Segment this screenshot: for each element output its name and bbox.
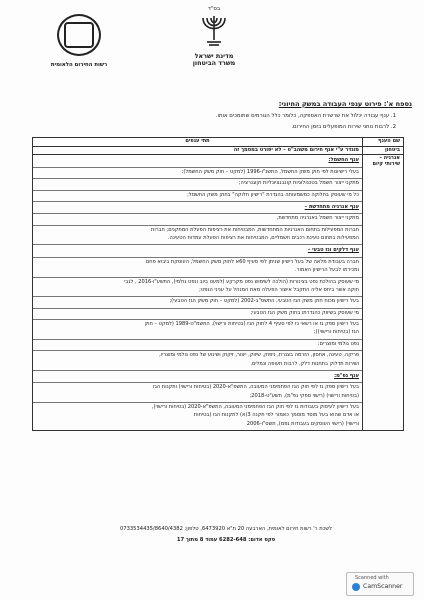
sub-line: חוקה אשר ביחס אליה התקבל אישור הפעלה מאת המנהל על עניני הגפט; — [199, 286, 359, 293]
sub-line: חברה בעבודת מלאה של בעל רישיון שניתן לפי סעיף 60א לחוק משק החשמל, העוסקת ביבוא פחם — [33, 257, 362, 266]
sub-line: בעל רישיון לעיסוק בעבודות גז לפי חוק הגז הפחמימני המעובה, התשפ"א-2020 (בטיחות ורישוי), — [33, 402, 362, 411]
intro-item-2: 2. לרבות נותני שירות המופעלים בזמן החירום. — [291, 124, 396, 130]
scanner-line2: CamScanner — [363, 583, 403, 590]
sectors-table — [32, 137, 404, 431]
ministry-name: משרד הביטחון — [192, 59, 236, 68]
col-sector-header: שם הענף — [363, 138, 404, 147]
sub-line: פריקה, טעינה, אחסון, הזרמה בצנרת, ניפוק, שיווק, ייצור, זיקוק ושינוע של נפט גולמי ומוצריו, — [33, 350, 362, 359]
sub-line: בעלי רישיונות לפי חוק משק החשמל, התשנ"ו-1996 (למקט – חוק משק החשמל); — [33, 167, 362, 178]
footer-address: לשכת ר' רשות חירום לאומית, הארבעה 20 ת"א 6473920, טלפון: 0733534435/8640/4382 — [119, 526, 333, 532]
subsector-title: ענף דלקים וגז טבעי – — [33, 244, 362, 256]
table-row — [33, 147, 404, 155]
intro-item-1: 1. ענף עבודה יכלול את שרשרת האספקה, כלומר כלל הגורמים שתומכים אותו. — [215, 113, 396, 119]
sub-line: מי שעוסק בשיווק כהגדרתו בחוק משק הגז הטבעי; — [33, 308, 362, 319]
sub-line: (בטיחות ורישוי) (רישוי ספקי גפ"מ), תשע"ט-2018; — [249, 392, 359, 399]
subsector-title: ענף החשמל: — [328, 157, 359, 164]
left-logo-caption: רשות החירום הלאומית — [50, 62, 108, 68]
sub-line: הגז (בטיחות ורישוי)); — [313, 329, 359, 336]
col-sub-header: תתי ענפים — [33, 138, 363, 147]
sub-line: בעל רישיון ספק גז או רשאי גז לפי סעיף 4 לחוק הגז (בטיחות ורישוי), התשמ"ט-1989 (למקט – חוק — [33, 319, 362, 328]
subsector-title: ענף אנרגיה מתחדשת – — [33, 201, 362, 213]
camscanner-watermark — [346, 572, 414, 596]
sub-line: מתקני ייצור חשמל באנרגיה מתחדשת, — [33, 213, 362, 224]
sub-line: נפט גולמי ומוצרים: — [33, 339, 362, 350]
sub-line: ורישוי) (רישוי העוסקים בעבודות גפמ), תשס"ו-2006 — [246, 420, 359, 427]
national-emergency-authority-logo — [42, 14, 116, 68]
sector-name: ביטחון — [363, 147, 404, 155]
sector-name: אנרגיה – שירותי קיום — [363, 155, 404, 431]
sub-line: מוגדר ע"י אגף חירום משהב"ט – לא יפורט במסמך זה — [33, 147, 363, 155]
scanner-line1: Scanned with — [355, 575, 389, 581]
sub-sectors-cell — [33, 155, 363, 431]
sub-line: בעל רישיון מכוח חוק משק הגז הטבעי, התשס"ב-2002 (למקט – חוק משק הגז הטבעי); — [33, 296, 362, 307]
camscanner-icon — [352, 583, 360, 591]
table-row — [33, 155, 404, 431]
sub-line: מתקני ייצור חשמל בטכנולוגיות קונבנציונליות וקוגנרציה; — [33, 178, 362, 189]
sub-line: מי שעוסק בהולכת נפט בצינורות (הולכה לשימוש נפט מקרקע (למעט ביוב ונפט גולמי), התשע"ו-2016 , לגבי — [33, 277, 362, 286]
table-header-row — [33, 138, 404, 147]
appendix-title: נספח א': פירוט ענפי העבודה במשק החיוני: — [278, 100, 412, 108]
sub-line: חברות המפעילות בתחום האנרגיות המתחדשות, המבטיחות את רציפות הפעלת המתקנים; חברות — [33, 225, 362, 234]
sub-line: ושירות תדלוק בתחנות דלק, לרבות תעופה ונמלים. — [250, 360, 359, 367]
sub-line: ומכירתו לבעל הרישיון האמור. — [294, 267, 359, 274]
sub-line: בעל רישיון ספק גז לפי חוק הגז הפחמימני המעובה, התשפ"א-2020 (בטיחות ורישוי) ותקנות הגז — [33, 382, 362, 391]
sub-line: או אדם שהוא בעל מוסד מוסמך כאמור לפי תקנה 3(א) לתקנות הגז (בטיחות — [193, 412, 359, 419]
blessing-text: בס"ד — [207, 6, 221, 12]
sub-line: המפעילות בתחום טעינת רכבים חשמליים, המבטיחות את רציפות הפעלת עמדות הטעינה. — [167, 235, 359, 241]
ministry-of-defense-logo — [176, 6, 252, 68]
emblem-icon — [57, 14, 101, 56]
state-name: מדינת ישראל — [194, 52, 234, 60]
sub-line: כל מי שעוסק בחלוקה כמשמעותה בהגדרת "רישיון חלוקה" בחוק משק החשמל; — [33, 190, 362, 201]
subsector-title: ענף גפ"מ: — [33, 370, 362, 382]
menorah-icon — [199, 14, 229, 48]
footer-fax-page: פקס אדום: 6282-648 עמוד 8 מתוך 17 — [176, 537, 276, 543]
